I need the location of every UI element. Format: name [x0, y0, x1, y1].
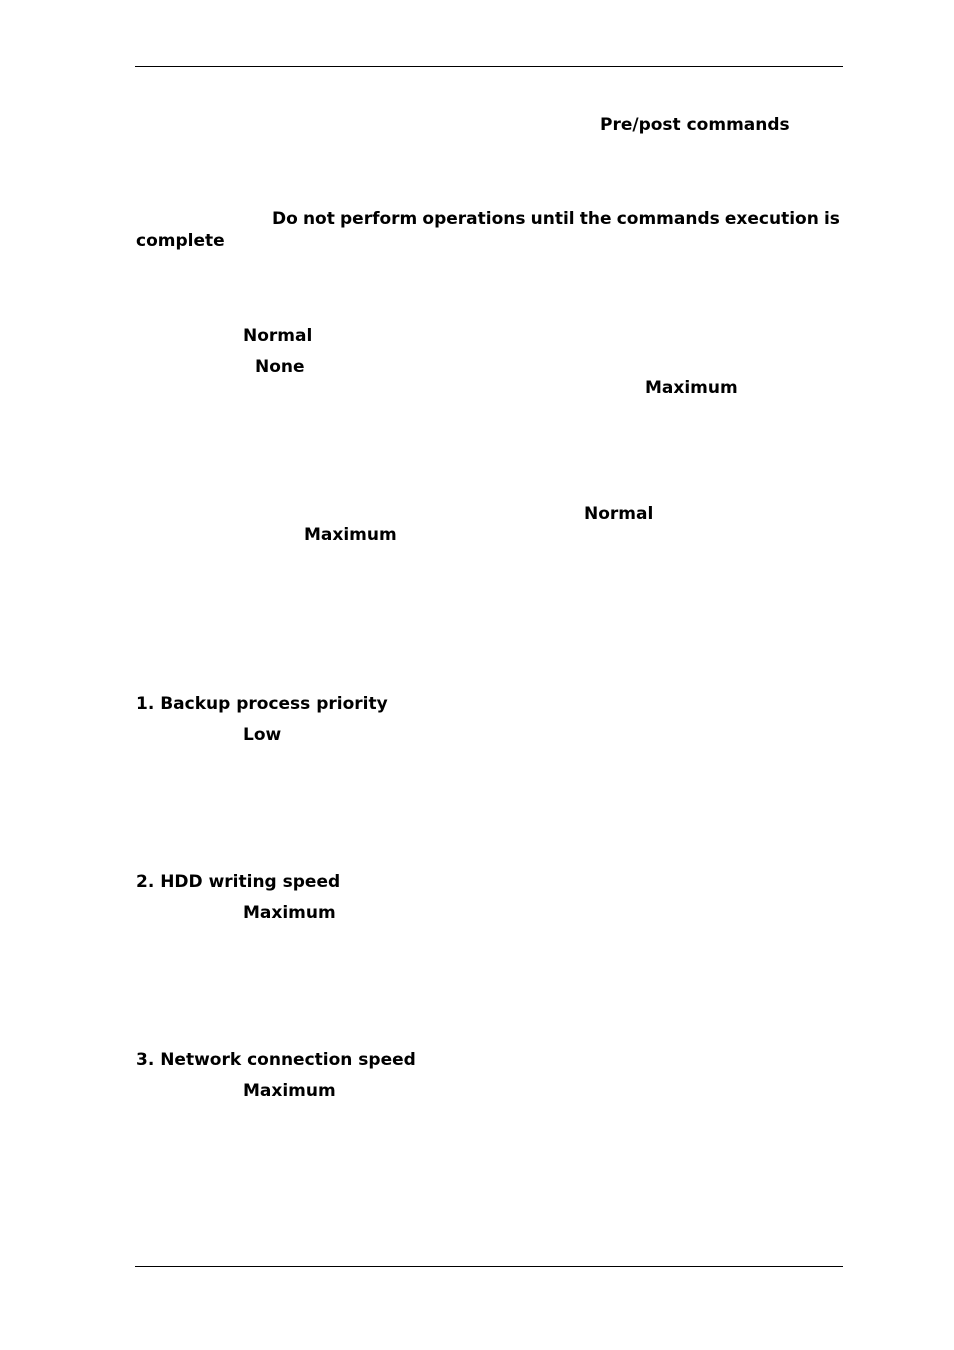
warning-word: the — [579, 209, 612, 229]
warning-word: Do — [272, 209, 298, 229]
maximum-option-label: Maximum — [645, 378, 738, 398]
normal-option-label: Normal — [584, 504, 654, 524]
warning-word: until — [530, 209, 575, 229]
warning-word: operations — [422, 209, 526, 229]
header-rule — [135, 66, 843, 67]
warning-word: commands — [616, 209, 720, 229]
section-heading: 2. HDD writing speed — [136, 872, 341, 892]
warning-line — [272, 209, 840, 230]
warning-word: execution — [724, 209, 819, 229]
footer-rule — [135, 1266, 843, 1267]
section-heading: 3. Network connection speed — [136, 1050, 416, 1070]
maximum-option-label: Maximum — [304, 525, 397, 545]
normal-option-label: Normal — [243, 326, 313, 346]
warning-word: perform — [340, 209, 418, 229]
pre-post-commands-label: Pre/post commands — [600, 115, 790, 135]
section-heading: 1. Backup process priority — [136, 694, 388, 714]
none-option-label: None — [255, 357, 305, 377]
warning-word: is — [823, 209, 840, 229]
warning-word: not — [302, 209, 335, 229]
section-default-value: Maximum — [243, 1081, 336, 1101]
section-default-value: Low — [243, 725, 282, 745]
section-default-value: Maximum — [243, 903, 336, 923]
warning-end: complete — [136, 231, 225, 251]
